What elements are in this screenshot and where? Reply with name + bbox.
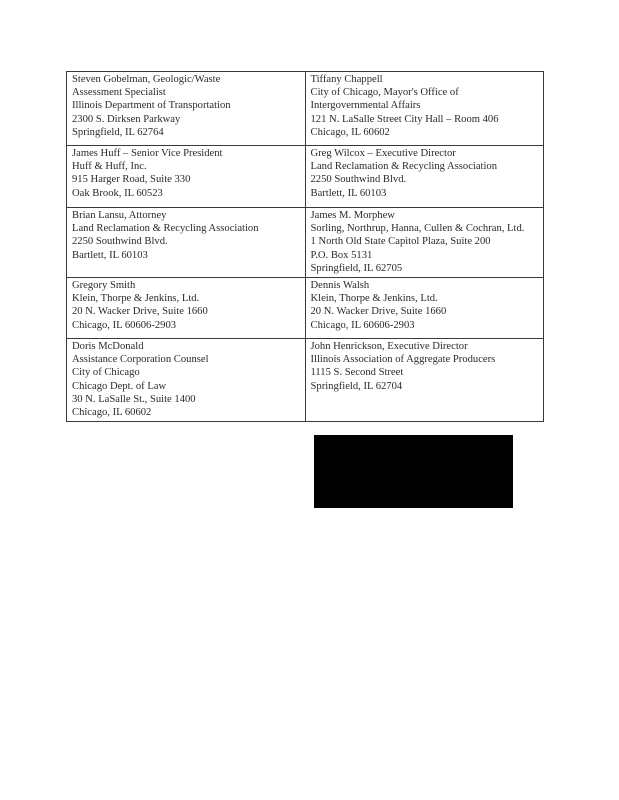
contact-cell	[67, 278, 306, 339]
contact-line: James Huff – Senior Vice President	[72, 148, 223, 159]
contact-line: Intergovernmental Affairs	[310, 100, 421, 112]
contact-line: City of Chicago	[72, 367, 140, 379]
contact-line: Doris McDonald	[72, 341, 144, 353]
redaction-block	[314, 435, 513, 508]
contact-line: Springfield, IL 62704	[310, 380, 403, 392]
contact-line: Illinois Department of Transportation	[72, 100, 231, 112]
contact-line: Illinois Association of Aggregate Producers	[310, 354, 496, 366]
contact-cell	[305, 339, 544, 422]
contact-line: 1 North Old State Capitol Plaza, Suite 200	[310, 236, 491, 248]
contact-line: 2250 Southwind Blvd.	[72, 236, 168, 248]
contact-line: Chicago, IL 60602	[72, 407, 152, 419]
contact-line: Huff & Huff, Inc.	[72, 161, 147, 173]
contact-cell	[305, 146, 544, 208]
contact-line: Klein, Thorpe & Jenkins, Ltd.	[310, 293, 438, 305]
contact-line: 2300 S. Dirksen Parkway	[72, 113, 181, 125]
contact-line: 915 Harger Road, Suite 330	[72, 174, 191, 186]
contact-line: 20 N. Wacker Drive, Suite 1660	[310, 306, 447, 318]
contact-line: Springfield, IL 62764	[72, 126, 164, 138]
contact-cell	[67, 72, 306, 146]
contact-line: 30 N. LaSalle St., Suite 1400	[72, 393, 196, 405]
contact-line: Tiffany Chappell	[310, 74, 383, 85]
service-list-table	[66, 71, 544, 422]
contact-cell	[67, 339, 306, 422]
contact-line: Bartlett, IL 60103	[72, 249, 148, 261]
contact-line: Dennis Walsh	[310, 280, 370, 292]
contact-line: Land Reclamation & Recycling Association	[310, 161, 498, 173]
contact-line: Chicago, IL 60606-2903	[72, 319, 177, 331]
contact-cell	[305, 72, 544, 146]
contact-cell	[67, 146, 306, 208]
table-row	[67, 278, 544, 339]
contact-line: Oak Brook, IL 60523	[72, 187, 163, 199]
contact-line: Brian Lansu, Attorney	[72, 210, 167, 221]
contact-line: Chicago, IL 60606-2903	[310, 319, 415, 331]
contact-line: Assessment Specialist	[72, 87, 166, 99]
contact-line: Gregory Smith	[72, 280, 136, 292]
contact-line: Springfield, IL 62705	[310, 262, 403, 274]
table-row	[67, 72, 544, 146]
table-row	[67, 339, 544, 422]
contact-cell	[305, 278, 544, 339]
contact-line: Klein, Thorpe & Jenkins, Ltd.	[72, 293, 200, 305]
contact-cell	[305, 208, 544, 278]
contact-line: Chicago Dept. of Law	[72, 380, 167, 392]
contact-line: James M. Morphew	[310, 210, 395, 221]
contact-line: Assistance Corporation Counsel	[72, 354, 209, 366]
contact-line: 20 N. Wacker Drive, Suite 1660	[72, 306, 208, 318]
contact-line: Chicago, IL 60602	[310, 126, 390, 138]
contact-line: P.O. Box 5131	[310, 249, 373, 261]
contact-line: City of Chicago, Mayor's Office of	[310, 87, 459, 99]
contact-line: Land Reclamation & Recycling Association	[72, 223, 259, 235]
contact-line: 121 N. LaSalle Street City Hall – Room 406	[310, 113, 499, 125]
contact-line: Bartlett, IL 60103	[310, 187, 387, 199]
contact-line: Sorling, Northrup, Hanna, Cullen & Cochran, Ltd.	[310, 223, 525, 235]
contact-line: Steven Gobelman, Geologic/Waste	[72, 74, 221, 85]
contact-line: 2250 Southwind Blvd.	[310, 174, 407, 186]
table-row	[67, 208, 544, 278]
table-row	[67, 146, 544, 208]
contact-cell	[67, 208, 306, 278]
contact-line: 1115 S. Second Street	[310, 367, 404, 379]
contact-line: John Henrickson, Executive Director	[310, 341, 468, 353]
contact-line: Greg Wilcox – Executive Director	[310, 148, 456, 159]
